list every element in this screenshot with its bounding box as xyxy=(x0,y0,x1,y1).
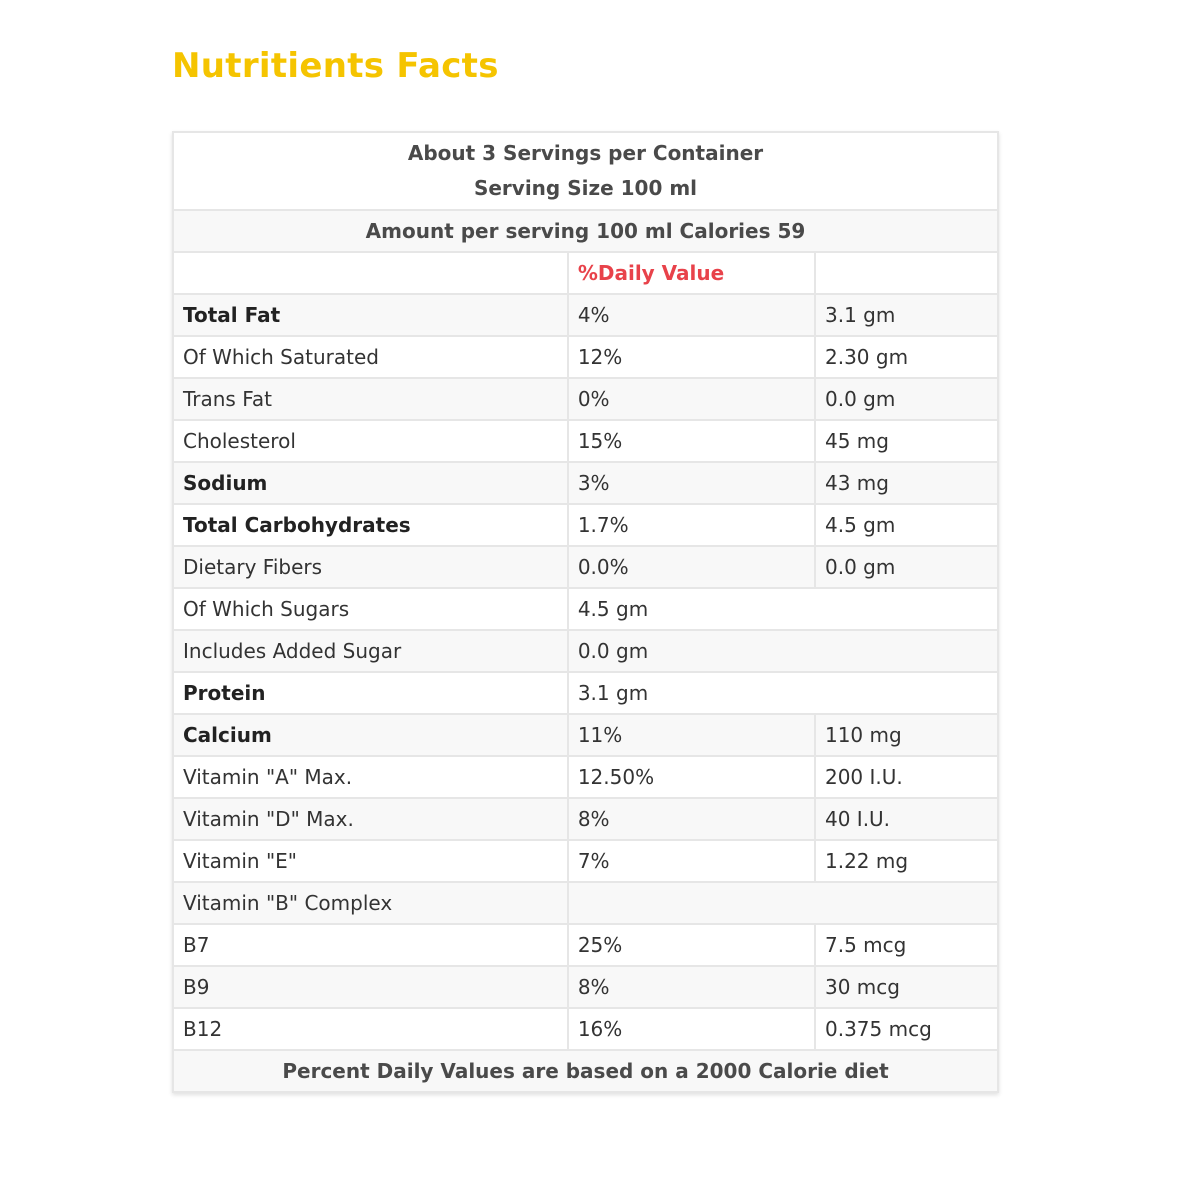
nutrient-amount: 0.0 gm xyxy=(815,378,998,420)
table-row xyxy=(173,504,998,546)
nutrient-daily-value: 8% xyxy=(568,966,815,1008)
nutrient-amount: 3.1 gm xyxy=(815,294,998,336)
nutrient-amount: 7.5 mcg xyxy=(815,924,998,966)
nutrient-value: 0.0 gm xyxy=(568,630,998,672)
nutrient-amount: 43 mg xyxy=(815,462,998,504)
nutrient-daily-value: 1.7% xyxy=(568,504,815,546)
table-row xyxy=(173,378,998,420)
nutrient-daily-value: 12% xyxy=(568,336,815,378)
nutrient-daily-value: 16% xyxy=(568,1008,815,1050)
nutrient-name: Vitamin "E" xyxy=(173,840,568,882)
nutrient-daily-value: 7% xyxy=(568,840,815,882)
table-row xyxy=(173,420,998,462)
servings-header-row xyxy=(173,132,998,210)
nutrient-name: Calcium xyxy=(173,714,568,756)
nutrient-daily-value: 0.0% xyxy=(568,546,815,588)
daily-value-header: %Daily Value xyxy=(568,252,815,294)
nutrient-value xyxy=(568,882,998,924)
footer-row xyxy=(173,1050,998,1092)
table-row xyxy=(173,798,998,840)
nutrient-name: Total Fat xyxy=(173,294,568,336)
nutrient-name: B12 xyxy=(173,1008,568,1050)
nutrient-amount: 0.375 mcg xyxy=(815,1008,998,1050)
table-row xyxy=(173,882,998,924)
nutrient-daily-value: 0% xyxy=(568,378,815,420)
daily-values-footnote: Percent Daily Values are based on a 2000 Calorie diet xyxy=(173,1050,998,1092)
table-row xyxy=(173,714,998,756)
nutrient-name: Trans Fat xyxy=(173,378,568,420)
nutrient-daily-value: 4% xyxy=(568,294,815,336)
nutrient-value: 3.1 gm xyxy=(568,672,998,714)
nutrient-daily-value: 25% xyxy=(568,924,815,966)
nutrient-name: Cholesterol xyxy=(173,420,568,462)
nutrient-name: Vitamin "B" Complex xyxy=(173,882,568,924)
nutrient-name: Of Which Sugars xyxy=(173,588,568,630)
nutrient-daily-value: 11% xyxy=(568,714,815,756)
table-row xyxy=(173,588,998,630)
nutrient-name: Includes Added Sugar xyxy=(173,630,568,672)
nutrient-name: Dietary Fibers xyxy=(173,546,568,588)
nutrient-amount: 0.0 gm xyxy=(815,546,998,588)
nutrient-name: Vitamin "D" Max. xyxy=(173,798,568,840)
column-header-row xyxy=(173,252,998,294)
table-row xyxy=(173,294,998,336)
nutrient-amount: 2.30 gm xyxy=(815,336,998,378)
nutrient-amount: 30 mcg xyxy=(815,966,998,1008)
column-header-empty xyxy=(815,252,998,294)
nutrient-daily-value: 15% xyxy=(568,420,815,462)
table-row xyxy=(173,630,998,672)
nutrient-name: Of Which Saturated xyxy=(173,336,568,378)
serving-size: Serving Size 100 ml xyxy=(473,176,698,200)
nutrient-amount: 4.5 gm xyxy=(815,504,998,546)
nutrition-facts-table xyxy=(172,131,999,1093)
nutrient-name: Protein xyxy=(173,672,568,714)
nutrient-amount: 110 mg xyxy=(815,714,998,756)
nutrient-name: B9 xyxy=(173,966,568,1008)
nutrient-amount: 200 I.U. xyxy=(815,756,998,798)
nutrient-amount: 1.22 mg xyxy=(815,840,998,882)
table-row xyxy=(173,672,998,714)
column-header-empty xyxy=(173,252,568,294)
servings-per-container: About 3 Servings per Container xyxy=(407,141,764,165)
table-row xyxy=(173,462,998,504)
nutrient-name: B7 xyxy=(173,924,568,966)
page-title: Nutritients Facts xyxy=(172,46,499,86)
amount-per-serving-row xyxy=(173,210,998,252)
amount-per-serving: Amount per serving 100 ml Calories 59 xyxy=(173,210,998,252)
nutrient-name: Total Carbohydrates xyxy=(173,504,568,546)
table-row xyxy=(173,546,998,588)
table-row xyxy=(173,924,998,966)
nutrient-amount: 40 I.U. xyxy=(815,798,998,840)
table-row xyxy=(173,336,998,378)
nutrient-name: Vitamin "A" Max. xyxy=(173,756,568,798)
nutrient-name: Sodium xyxy=(173,462,568,504)
nutrient-amount: 45 mg xyxy=(815,420,998,462)
nutrient-daily-value: 8% xyxy=(568,798,815,840)
nutrient-value: 4.5 gm xyxy=(568,588,998,630)
nutrient-daily-value: 3% xyxy=(568,462,815,504)
nutrient-daily-value: 12.50% xyxy=(568,756,815,798)
table-row xyxy=(173,840,998,882)
table-row xyxy=(173,756,998,798)
table-row xyxy=(173,1008,998,1050)
table-row xyxy=(173,966,998,1008)
servings-header-cell xyxy=(173,132,998,210)
